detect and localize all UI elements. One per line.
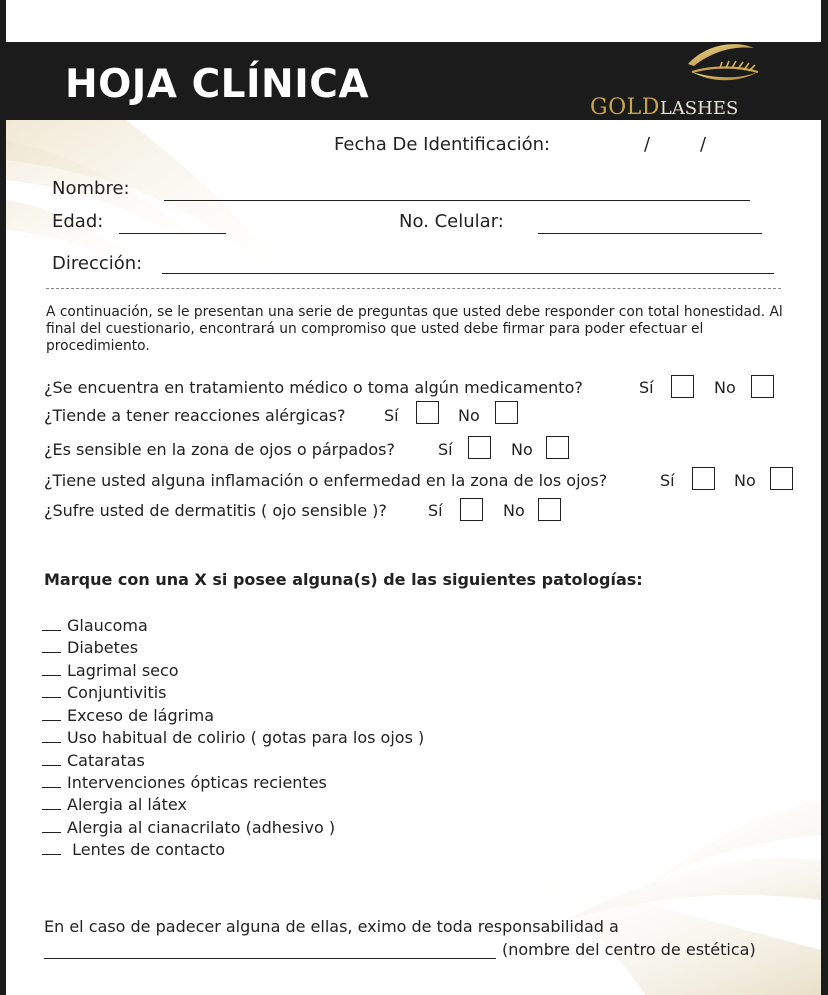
question-text: ¿Se encuentra en tratamiento médico o toma algún medicamento?: [44, 378, 583, 397]
mark-line[interactable]: [42, 798, 61, 810]
mark-line[interactable]: [42, 821, 61, 833]
disclaimer-line: En el caso de padecer alguna de ellas, eximo de toda responsabilidad a: [44, 917, 619, 936]
yes-checkbox[interactable]: [671, 375, 694, 398]
question-text: ¿Tiende a tener reacciones alérgicas?: [44, 406, 346, 425]
yes-checkbox[interactable]: [416, 401, 439, 424]
logo-lashes-text: LASHES: [659, 98, 739, 119]
intro-paragraph: A continuación, se le presentan una serie de preguntas que usted debe responder con total honestidad. Al final del cuestionario, encontrará un compromiso que usted debe firmar para poder efectuar el procedimiento.: [46, 304, 783, 354]
pathology-item[interactable]: Uso habitual de colirio ( gotas para los ojos ): [42, 728, 424, 747]
no-label: No: [458, 406, 480, 425]
yes-label: Sí: [438, 440, 453, 459]
yes-checkbox[interactable]: [460, 498, 483, 521]
question-text: ¿Es sensible en la zona de ojos o párpados?: [44, 440, 395, 459]
pathology-item[interactable]: Conjuntivitis: [42, 683, 167, 702]
mark-line[interactable]: [42, 709, 61, 721]
gold-lashes-logo: [586, 42, 786, 120]
no-checkbox[interactable]: [546, 436, 569, 459]
yes-label: Sí: [384, 406, 399, 425]
mark-line[interactable]: [42, 686, 61, 698]
pathology-item[interactable]: Diabetes: [42, 638, 138, 657]
no-label: No: [734, 471, 756, 490]
yes-label: Sí: [428, 501, 443, 520]
clinical-sheet: [6, 120, 821, 995]
logo-gold-text: GOLD: [590, 95, 660, 120]
question-text: ¿Tiene usted alguna inflamación o enfermedad en la zona de los ojos?: [44, 471, 608, 490]
pathology-item[interactable]: Exceso de lágrima: [42, 706, 214, 725]
no-label: No: [714, 378, 736, 397]
mark-line[interactable]: [42, 731, 61, 743]
no-label: No: [503, 501, 525, 520]
center-name-label: (nombre del centro de estética): [502, 940, 756, 959]
mark-line[interactable]: [42, 843, 61, 855]
page-title: HOJA CLÍNICA: [65, 62, 370, 107]
yes-checkbox[interactable]: [468, 436, 491, 459]
no-checkbox[interactable]: [770, 467, 793, 490]
pathology-item[interactable]: Lentes de contacto: [42, 840, 225, 859]
direccion-field[interactable]: [162, 273, 774, 274]
pathology-item[interactable]: Alergia al látex: [42, 795, 187, 814]
pathologies-heading: Marque con una X si posee alguna(s) de las siguientes patologías:: [44, 570, 643, 589]
top-strip: [6, 0, 821, 42]
pathology-item[interactable]: Lagrimal seco: [42, 661, 179, 680]
yes-checkbox[interactable]: [692, 467, 715, 490]
fecha-label: Fecha De Identificación:: [334, 134, 551, 155]
mark-line[interactable]: [42, 619, 61, 631]
no-label: No: [511, 440, 533, 459]
mark-line[interactable]: [42, 664, 61, 676]
decorative-swoosh: [6, 120, 821, 995]
yes-label: Sí: [639, 378, 654, 397]
nombre-field[interactable]: [164, 200, 750, 201]
question-text: ¿Sufre usted de dermatitis ( ojo sensible )?: [44, 501, 387, 520]
nombre-label: Nombre:: [52, 178, 130, 199]
yes-label: Sí: [660, 471, 675, 490]
edad-field[interactable]: [119, 233, 226, 234]
edad-label: Edad:: [52, 211, 104, 232]
pathology-item[interactable]: Alergia al cianacrilato (adhesivo ): [42, 818, 335, 837]
direccion-label: Dirección:: [52, 253, 143, 274]
eyelash-logo-icon: [586, 42, 786, 102]
mark-line[interactable]: [42, 776, 61, 788]
no-checkbox[interactable]: [495, 401, 518, 424]
pathology-item[interactable]: Intervenciones ópticas recientes: [42, 773, 327, 792]
mark-line[interactable]: [42, 754, 61, 766]
center-name-field[interactable]: [44, 958, 496, 959]
celular-label: No. Celular:: [399, 211, 504, 232]
fecha-separator: /: [700, 134, 707, 155]
pathology-item[interactable]: Glaucoma: [42, 616, 148, 635]
pathology-item[interactable]: Cataratas: [42, 751, 145, 770]
celular-field[interactable]: [538, 233, 762, 234]
no-checkbox[interactable]: [538, 498, 561, 521]
no-checkbox[interactable]: [751, 375, 774, 398]
divider: [46, 288, 781, 289]
mark-line[interactable]: [42, 641, 61, 653]
fecha-separator: /: [644, 134, 651, 155]
header-band: [6, 42, 821, 120]
